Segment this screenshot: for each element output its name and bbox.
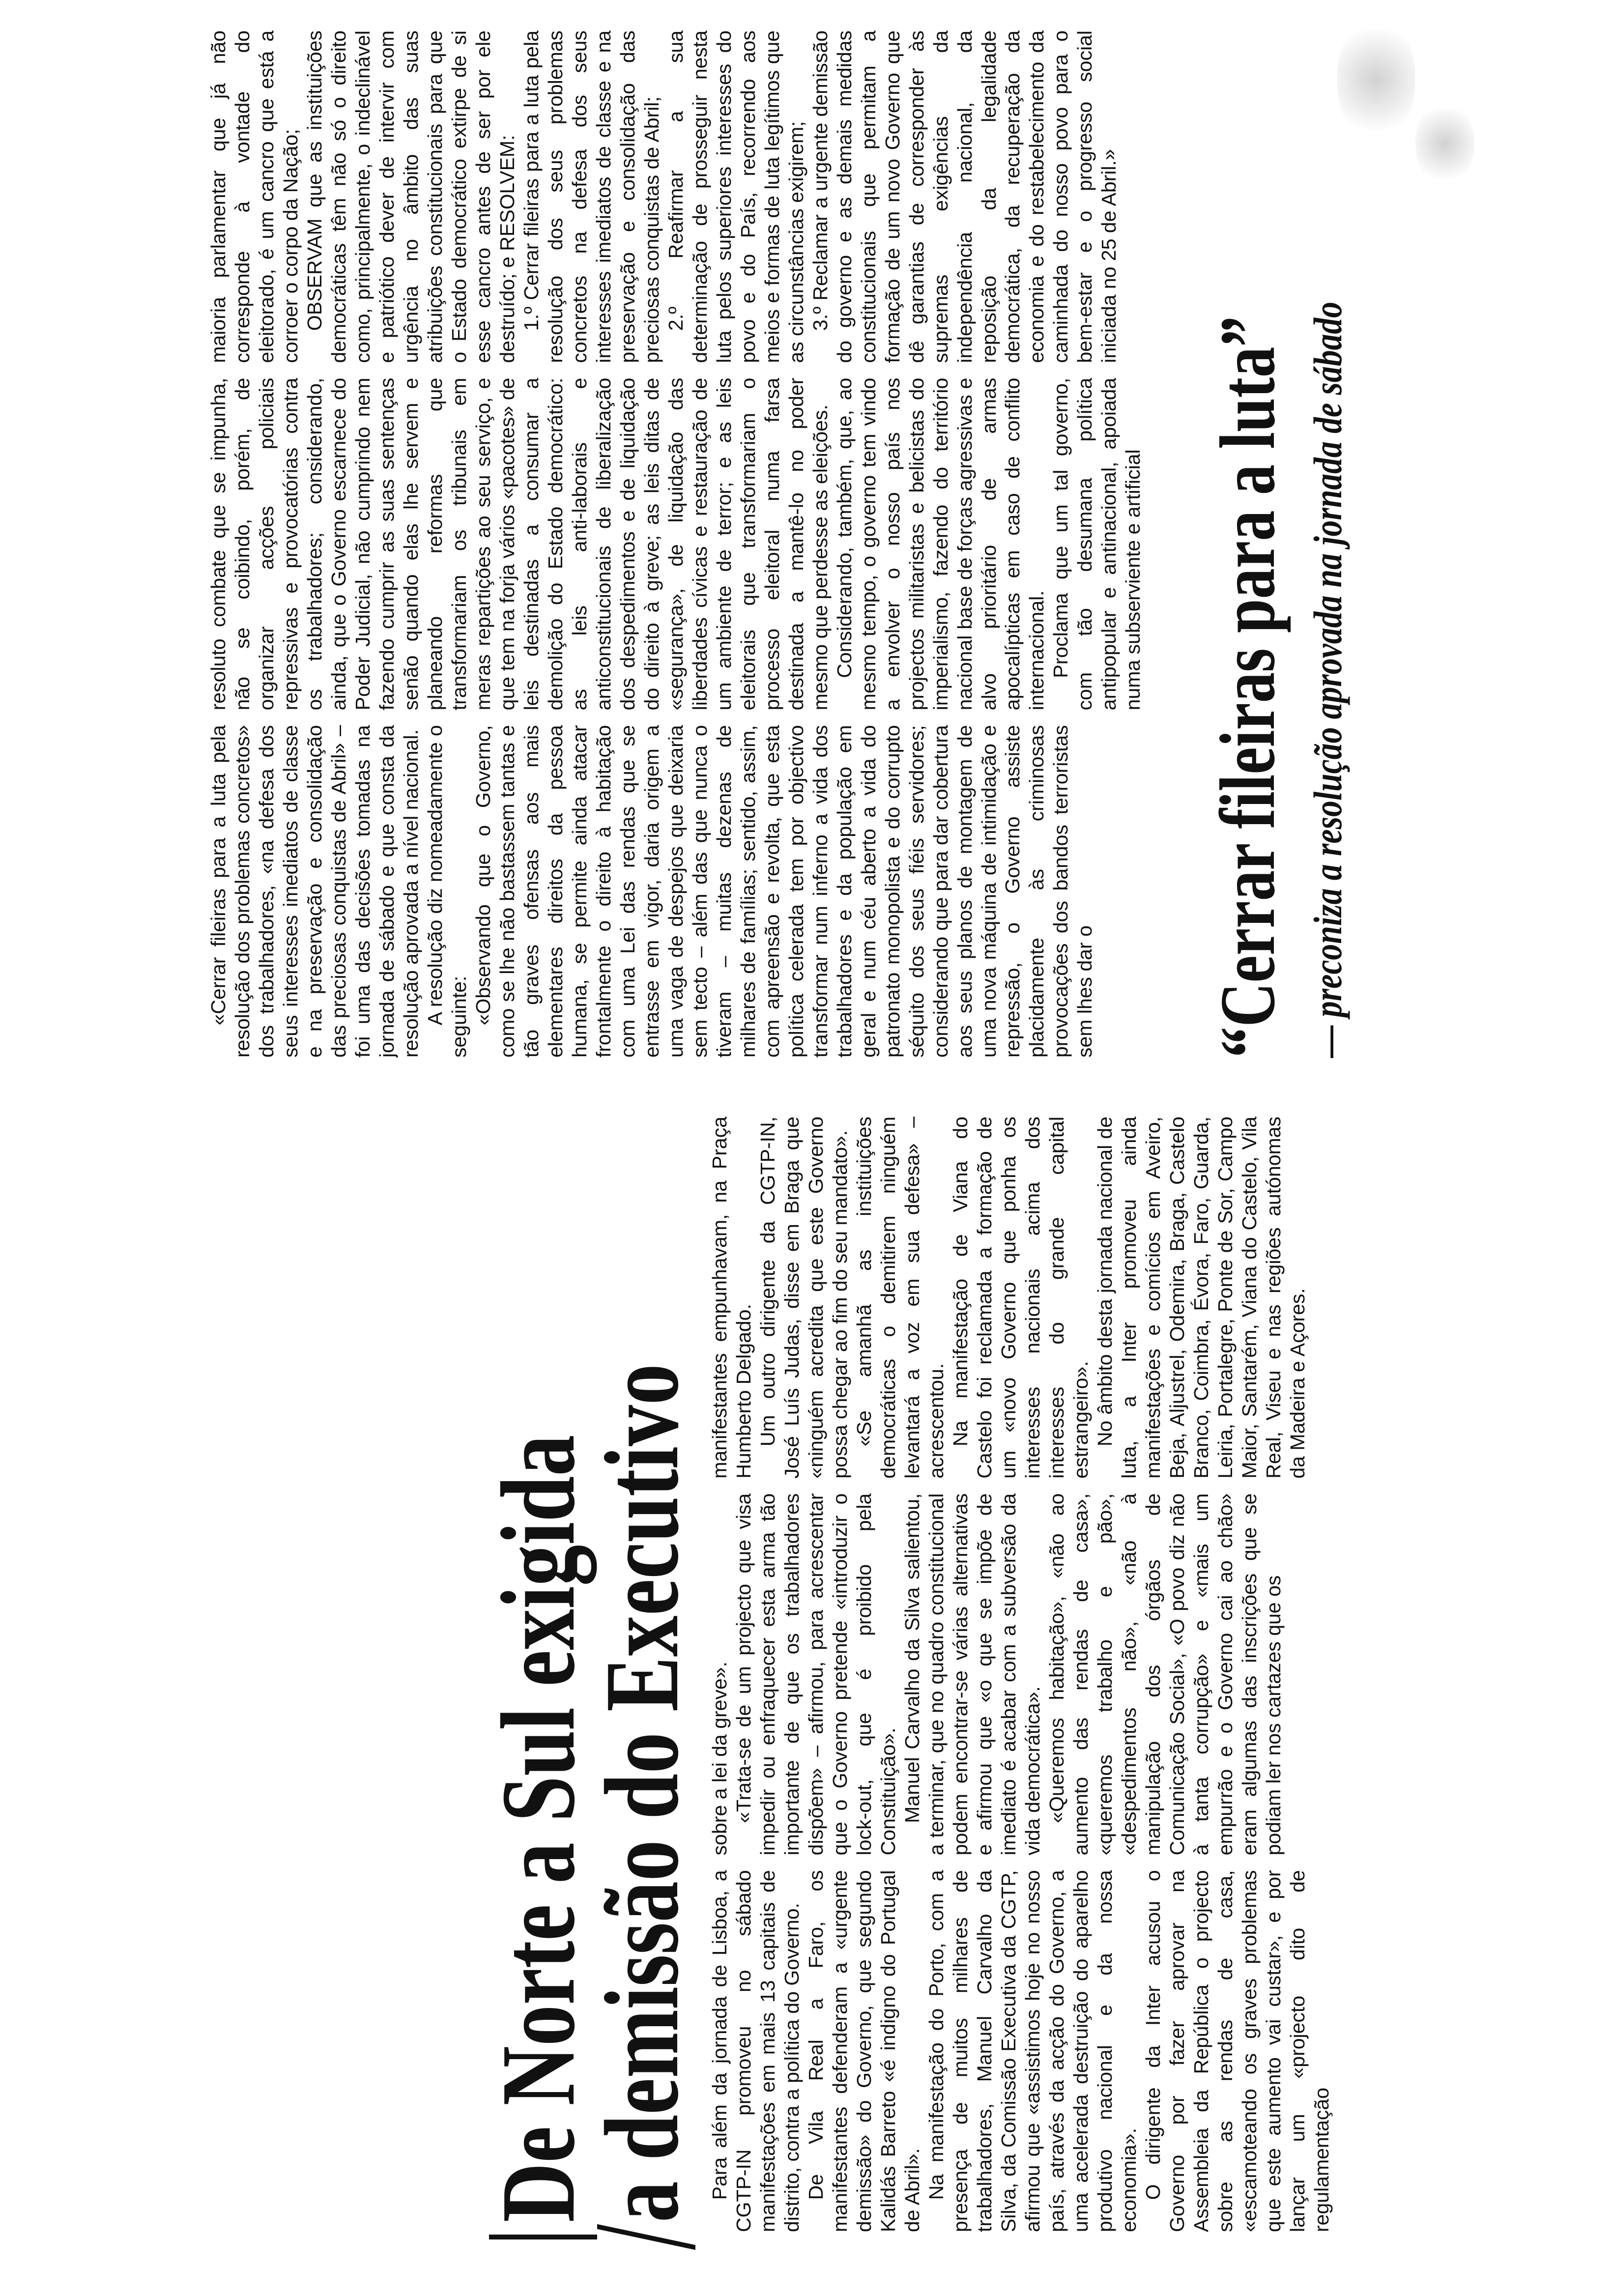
text-column-2 (206, 378, 1194, 711)
paragraph: A resolução diz nomeadamente o seguinte: (423, 725, 470, 1058)
text-column-3 (206, 30, 1194, 363)
paragraph: «Observando que o Governo, como se lhe não bastassem tantas e tão graves ofensas aos mais elementares direitos da pessoa humana, se permite ainda atacar frontalmente o direito à habitação com uma Lei das rendas que se entrasse em vigor, daria origem a uma vaga de despejos que deixaria sem tecto – além das que nunca o tiveram – muitas dezenas de milhares de famílias; sentido, assim, com apreensão e revolta, que esta política celerada tem por objectivo transformar num inferno a vida dos trabalhadores e da população em geral e num céu aberto a vida do patronato monopolista e do corrupto séquito dos seus fiéis servidores; considerando que para dar cobertura aos seus planos de montagem de uma nova máquina de intimidação e repressão, o Governo assiste placidamente às criminosas provocações dos bandos terroristas sem lhes dar o (471, 725, 1096, 1058)
paragraph: «Se amanhã as instituições democráticas o demitirem ninguém levantará a voz em sua defesa» – acrescentou. (852, 1117, 948, 1479)
article-columns (708, 1117, 1587, 2232)
paragraph: Proclama que um tal governo, com tão desumana política antipopular e antinacional, apoiada numa subserviente e artificial (1049, 377, 1145, 711)
paragraph: De Vila Real a Faro, os manifestantes defenderam a «urgente demissão» do Governo, que segundo Kalidás Barreto «é indigno do Portugal de Abril». (804, 1870, 923, 2232)
text-column-1 (708, 1870, 1587, 2232)
paragraph: OBSERVAM que as instituições democráticas têm não só o direito como, principalmente, o indeclinável e patriótico dever de intervir com urgência no âmbito das suas atribuições constitucionais para que o Estado democrático extirpe de si esse cancro antes de ser por ele destruído; e RESOLVEM: (303, 30, 518, 363)
paragraph: Um outro dirigente da CGTP-IN, José Luís Judas, disse em Braga que «ninguém acredita que este Governo possa chegar ao fim do seu mandato». (756, 1117, 851, 1479)
paragraph: No âmbito desta jornada nacional de luta, a Inter promoveu ainda manifestações e comícios em Aveiro, Beja, Aljustrel, Odemira, Braga, Castelo Branco, Coimbra, Évora, Faro, Guarda, Leiria, Portalegre, Ponte de Sor, Campo Maior, Santarém, Viana do Castelo, Vila Real, Viseu e nas regiões autónomas da Madeira e Açores. (1093, 1117, 1309, 1479)
headline-cerrar-fileiras: “Cerrar fileiras para a luta” (1204, 316, 1291, 1058)
paragraph: resoluto combate que se impunha, não se coibindo, porém, de organizar acções policiais repressivas e provocatórias contra os trabalhadores; considerando, ainda, que o Governo escarnece do Poder Judicial, não cumprindo nem fazendo cumprir as suas sentenças senão quando elas lhe servem e planeando reformas que transformariam os tribunais em meras repartições ao seu serviço, e que tem na forja vários «pacotes» de leis destinadas a consumar a demolição do Estado democrático: as leis anti-laborais e anticonstitucionais de liberalização dos despedimentos e de liquidação do direito à greve; as leis ditas de «segurança», de liquidação das liberdades cívicas e restauração de um ambiente de terror; e as leis eleitorais que transformariam o processo eleitoral numa farsa destinada a mantê-lo no poder mesmo que perdesse as eleições. (207, 377, 832, 711)
paragraph: Considerando, também, que, ao mesmo tempo, o governo tem vindo a envolver o nosso país nos projectos militaristas e belicistas do imperialismo, fazendo do território nacional base de forças agressivas e alvo prioritário de armas apocalípticas em caso de conflito internacional. (833, 377, 1048, 711)
subheadline: — preconiza a resolução aprovada na jornada de sábado (1305, 301, 1350, 1058)
headline-line-2: a demissão do Executivo (582, 1364, 700, 2222)
paragraph: Manuel Carvalho da Silva salientou, a terminar, que no quadro constitucional podem encontrar-se várias alternativas e afirmou que «o que se impõe de imediato é acabar com a subversão da vida democrática». (900, 1493, 1044, 1856)
paragraph: maioria parlamentar que já não corresponde à vontade do eleitorado, é um cancro que está a corroer o corpo da Nação; (207, 30, 302, 363)
scan-smudge (1337, 16, 1415, 144)
paragraph: manifestantes empunhavam, na Praça Humberto Delgado. (708, 1117, 755, 1479)
scan-smudge (1415, 99, 1474, 188)
article-demissao-executivo (0, 1117, 1612, 2296)
paragraph: O dirigente da Inter acusou o Governo por fazer aprovar na Assembleia da República o projecto sobre as rendas de casa, «escamoteando os graves problemas que este aumento vai custar», e por lançar um «projecto dito de regulamentação (1141, 1870, 1333, 2232)
paragraph: sobre a lei da greve». (708, 1662, 731, 1856)
headline-rule-slant (597, 2224, 695, 2250)
article-columns (206, 30, 1194, 1058)
paragraph: 3.º Reclamar a urgente demissão do governo e as demais medidas constitucionais que permitam a formação de um novo Governo que dê garantias de corresponder às supremas exigências da independência nacional, da reposição da legalidade democrática, da recuperação da economia e do restabelecimento da caminhada do nosso povo para o bem-estar e o progresso social iniciada no 25 de Abril.» (808, 30, 1121, 363)
paragraph: Na manifestação de Viana do Castelo foi reclamada a formação de um «novo Governo que ponha os interesses nacionais acima dos interesses do grande capital estrangeiro». (949, 1117, 1092, 1479)
text-column-2 (708, 1493, 1587, 1856)
paragraph: «Trata-se de um projecto que visa impedir ou enfraquecer esta arma tão importante de que os trabalhadores dispõem» – afirmou, para acrescentar que o Governo pretende «introduzir o lock-out, que é proibido pela Constituição». (732, 1493, 899, 1856)
paragraph: «Cerrar fileiras para a luta pela resolução dos problemas concretos» dos trabalhadores, «na defesa dos seus interesses imediatos de classe e na preservação e consolidação das preciosas conquistas de Abril» – foi uma das decisões tomadas na jornada de sábado e que consta da resolução aprovada a nível nacional. (207, 725, 422, 1058)
paragraph: 2.º Reafirmar a sua determinação de prosseguir nesta luta pelos superiores interesses do povo e do País, recorrendo aos meios e formas de luta legítimos que as circunstâncias exigirem; (664, 30, 807, 363)
paragraph: Na manifestação do Porto, com a presença de muitos milhares de trabalhadores, Manuel Carvalho da Silva, da Comissão Executiva da CGTP, afirmou que «assistimos hoje no nosso país, através da acção do Governo, a uma acelerada destruição do aparelho produtivo nacional e da nossa economia». (924, 1870, 1140, 2232)
headline-rule (489, 2235, 597, 2239)
text-column-1 (206, 725, 1194, 1058)
headline-line-1: De Norte a Sul exigida (479, 1435, 597, 2222)
headline-demissao (479, 1364, 700, 2222)
paragraph: «Queremos habitação», «não ao aumento das rendas de casa», «queremos trabalho e pão», «despedimentos não», «não à manipulação dos órgãos de Comunicação Social», «O povo diz não à tanta corrupção» e «mais um empurrão e o Governo cai ao chão» eram algumas das inscrições que se podiam ler nos cartazes que os (1045, 1493, 1285, 1856)
paragraph: 1.º Cerrar fileiras para a luta pela resolução dos seus problemas concretos na defesa dos seus interesses imediatos de classe e na preservação e consolidação das preciosas conquistas de Abril; (519, 30, 663, 363)
article-cerrar-fileiras (0, 30, 1612, 1087)
paragraph: Para além da jornada de Lisboa, a CGTP-IN promoveu no sábado manifestações em mais 13 capitais de distrito, contra a política do Governo. (708, 1870, 803, 2232)
text-column-3 (708, 1117, 1587, 1479)
